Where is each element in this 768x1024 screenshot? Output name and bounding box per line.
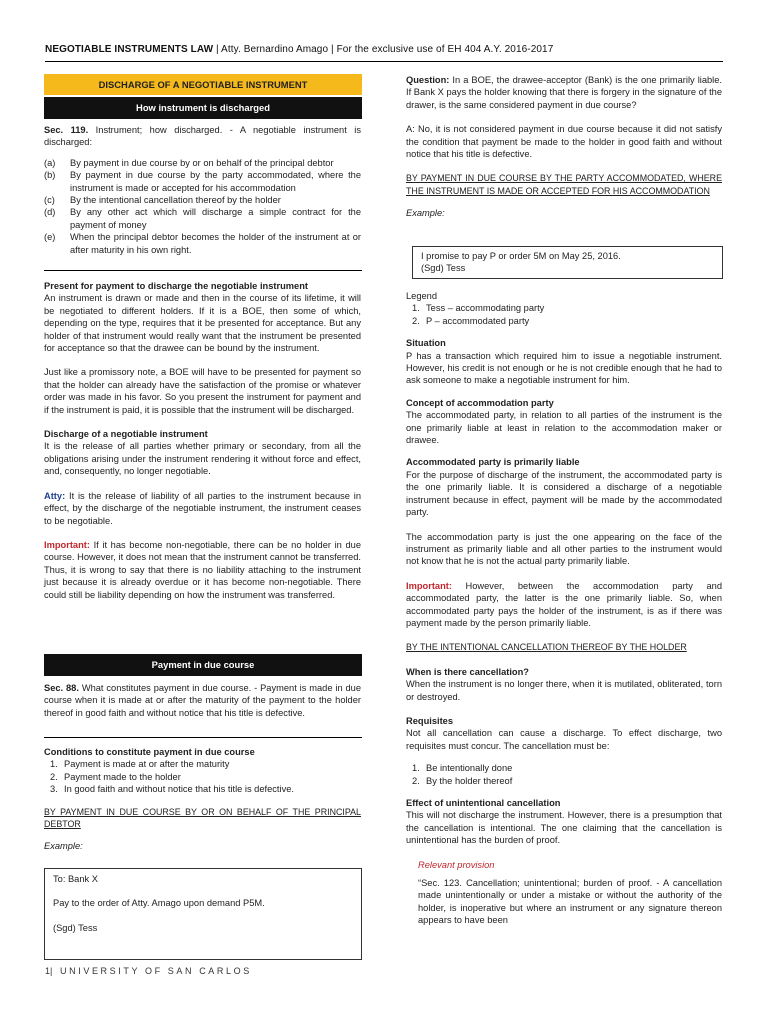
requisites-heading: Requisites <box>406 715 454 726</box>
list-marker: 1. <box>412 763 420 774</box>
list-marker: (b) <box>44 170 56 181</box>
list-text: By payment in due course by the party accommodated, where the instrument is made or accepted for his accommodation <box>70 170 361 193</box>
sec88-text: What constitutes payment in due course. - Payment is made in due course when it is made at or after the maturity of the payment to the holder thereof in good faith and without notice that his title is defective. <box>44 683 362 718</box>
page-footer <box>45 966 252 976</box>
page-number: 1 <box>45 966 51 976</box>
when-heading: When is there cancellation? <box>406 666 529 677</box>
sec119-label: Sec. 119. <box>44 125 89 135</box>
present-paragraph-2: Just like a promissory note, a BOE will have to be presented for payment so that the holder can already have the satisfaction of the promise or whatever order was made in his favor. So you present the instrument for payment and if the instrument is paid, it is possible that the instrument will be discharged. <box>44 367 361 415</box>
sec119-list <box>44 157 361 256</box>
example-label: Example: <box>44 841 83 852</box>
list-marker: 2. <box>412 775 420 786</box>
list-item <box>412 775 722 787</box>
list-item <box>412 302 722 314</box>
list-marker: 1. <box>412 303 420 314</box>
situation-paragraph: P has a transaction which required him to issue a negotiable instrument. However, his credit is not enough or he is not credible enough that he had to ask someone to make a negotiable instrument for him. <box>406 350 722 386</box>
list-marker: (a) <box>44 157 56 168</box>
legend-list <box>406 302 722 327</box>
list-text: By the intentional cancellation thereof by the holder <box>70 195 281 206</box>
sec119-text: Instrument; how discharged. - A negotiable instrument is discharged: <box>44 125 361 148</box>
right-column <box>406 74 722 220</box>
question-paragraph <box>406 74 722 111</box>
list-item <box>50 783 361 795</box>
list-marker: 2. <box>50 771 58 782</box>
divider <box>44 270 362 271</box>
important-note <box>44 539 361 601</box>
list-marker: 1. <box>50 759 58 770</box>
box-line: To: Bank X <box>53 874 98 884</box>
list-item <box>412 315 722 327</box>
divider <box>44 737 362 738</box>
list-text: In good faith and without notice that his title is defective. <box>64 784 294 795</box>
by-payment-heading: BY PAYMENT IN DUE COURSE BY OR ON BEHALF OF THE PRINCIPAL DEBTOR <box>44 806 361 830</box>
left-column-middle <box>44 280 361 601</box>
concept-paragraph: The accommodated party, in relation to all parties of the instrument is the one primarily liable at least in relation to the accommodation maker or drawee. <box>406 410 722 446</box>
list-item <box>44 157 361 169</box>
list-text: By the holder thereof <box>426 775 513 786</box>
list-text: When the principal debtor becomes the holder of the instrument at or after maturity in his own right. <box>70 232 361 255</box>
main-heading: DISCHARGE OF A NEGOTIABLE INSTRUMENT <box>44 74 362 95</box>
box-line: Pay to the order of Atty. Amago upon demand P5M. <box>53 898 265 909</box>
box-line: (Sgd) Tess <box>421 263 466 274</box>
legend-label: Legend <box>406 291 438 301</box>
list-item <box>50 771 361 783</box>
atty-text: It is the release of liability of all parties to the instrument because in effect, by the discharge of the negotiable instrument, the instrument ceases to be negotiable. <box>44 490 361 526</box>
list-text: Payment is made at or after the maturity <box>64 759 230 770</box>
right-column-mid <box>406 290 722 927</box>
when-paragraph: When the instrument is no longer there, when it is mutilated, obliterated, torn or destroyed. <box>406 679 722 702</box>
list-marker: (e) <box>44 232 56 243</box>
requisites-paragraph: Not all cancellation can cause a discharge. To effect discharge, two requisites must concur. The cancellation must be: <box>406 728 722 751</box>
important-note <box>406 580 722 630</box>
sec123-quote: “Sec. 123. Cancellation; unintentional; burden of proof. - A cancellation made unintentionally or under a mistake or without the authority of the holder, is inoperative but where an instrument or any signature thereon appears to have been <box>418 878 722 926</box>
header-rule <box>45 61 723 62</box>
effect-heading: Effect of unintentional cancellation <box>406 798 561 808</box>
discharge-heading: Discharge of a negotiable instrument <box>44 429 208 440</box>
list-marker: 3. <box>50 784 58 795</box>
answer-paragraph: A: No, it is not considered payment in due course because it did not satisfy the condition that payment be made to the holder in good faith and without notice that his title is defective. <box>406 124 722 160</box>
present-paragraph-1: An instrument is drawn or made and then in the course of its lifetime, it will be negotiated to different holders. If it is a BOE, then some of which, depending on the type, requires that it be presented for acceptance. But any holder of that instrument would really want that the instrument be presented for acceptance so that the drawee can be bound by the instrument. <box>44 293 361 354</box>
list-text: Tess – accommodating party <box>426 303 545 314</box>
list-marker: (d) <box>44 207 56 218</box>
accommodation-heading: BY PAYMENT IN DUE COURSE BY THE PARTY ACCOMMODATED, WHERE THE INSTRUMENT IS MADE OR ACCEPTED FOR HIS ACCOMMODATION <box>406 173 722 196</box>
atty-note <box>44 490 361 527</box>
cancellation-heading: BY THE INTENTIONAL CANCELLATION THEREOF BY THE HOLDER <box>406 642 687 653</box>
footer-text: | UNIVERSITY OF SAN CARLOS <box>50 966 252 976</box>
conditions-block <box>44 746 361 853</box>
relevant-provision-label: Relevant provision <box>418 859 495 870</box>
example-box-note <box>412 246 723 279</box>
list-item <box>44 194 361 206</box>
situation-heading: Situation <box>406 338 446 349</box>
sec119-paragraph <box>44 124 361 149</box>
important-label: Important: <box>406 580 452 591</box>
box-line: I promise to pay P or order 5M on May 25, 2016. <box>421 251 621 261</box>
list-marker: 2. <box>412 315 420 326</box>
accommodated-liable-paragraph-2: The accommodation party is just the one appearing on the face of the instrument as primarily liable and all other parties to the instrument would not know that he is not the actual party primarily liable. <box>406 531 722 567</box>
question-text: In a BOE, the drawee-acceptor (Bank) is the one primarily liable. If Bank X pays the holder knowing that there is forgery in the signature of the drawer, is the same considered payment in due course? <box>406 75 722 110</box>
effect-paragraph: This will not discharge the instrument. However, there is a presumption that the cancellation is intentional. The one claiming that the cancellation is unintentional has the burden of proof. <box>406 810 722 846</box>
conditions-heading: Conditions to constitute payment in due course <box>44 747 255 757</box>
course-title: NEGOTIABLE INSTRUMENTS LAW <box>45 44 214 55</box>
header-details: | Atty. Bernardino Amago | For the exclusive use of EH 404 A.Y. 2016-2017 <box>213 44 554 55</box>
conditions-list <box>44 758 361 795</box>
section-heading-payment-due-course: Payment in due course <box>44 654 362 676</box>
list-text: Payment made to the holder <box>64 771 181 782</box>
left-column-bottom <box>44 682 361 719</box>
list-text: By payment in due course by or on behalf of the principal debtor <box>70 157 334 168</box>
list-item <box>44 169 361 194</box>
question-label: Question: <box>406 75 450 85</box>
list-item <box>44 231 361 256</box>
sec88-paragraph <box>44 682 361 719</box>
list-item <box>44 206 361 231</box>
list-text: Be intentionally done <box>426 763 513 774</box>
concept-heading: Concept of accommodation party <box>406 397 554 408</box>
discharge-paragraph: It is the release of all parties whether primary or secondary, from all the obligations arising under the instrument rendering it without force and effect, and, consequently, no longer negotiable. <box>44 441 361 477</box>
list-text: By any other act which will discharge a simple contract for the payment of money <box>70 207 361 230</box>
requisites-list <box>406 762 722 787</box>
example-box-boe <box>44 868 362 960</box>
list-item <box>412 762 722 774</box>
list-marker: (c) <box>44 195 55 206</box>
left-column-top <box>44 124 361 256</box>
list-item <box>50 758 361 770</box>
accommodated-liable-paragraph-1: For the purpose of discharge of the instrument, the accommodated party is the one primarily liable. It is considered a discharge of a negotiable instrument because in effect, payment will be made by the accommodated party. <box>406 469 722 518</box>
accommodated-liable-heading: Accommodated party is primarily liable <box>406 457 580 468</box>
atty-label: Atty: <box>44 490 66 501</box>
important-text: If it has become non-negotiable, there can be no holder in due course. However, it does not mean that the instrument cannot be transferred. Thus, it is wrong to say that there is no liability attaching to the instrument just because it is already overdue or it has become non-negotiable. There could still be liability depending on how the instrument was transferred. <box>44 539 361 600</box>
important-label: Important: <box>44 539 90 550</box>
box-line: (Sgd) Tess <box>53 922 98 933</box>
page-header <box>45 44 725 55</box>
present-heading: Present for payment to discharge the negotiable instrument <box>44 281 308 291</box>
section-heading-how-discharged: How instrument is discharged <box>44 97 362 119</box>
sec88-label: Sec. 88. <box>44 683 79 693</box>
list-text: P – accommodated party <box>426 315 530 326</box>
important-text: However, between the accommodation party and accommodated party, the latter is the one primarily liable. So, when accommodated party pays the holder of the instrument, is as if there was payment made by the person primarily liable. <box>406 580 722 628</box>
example-label: Example: <box>406 208 445 219</box>
